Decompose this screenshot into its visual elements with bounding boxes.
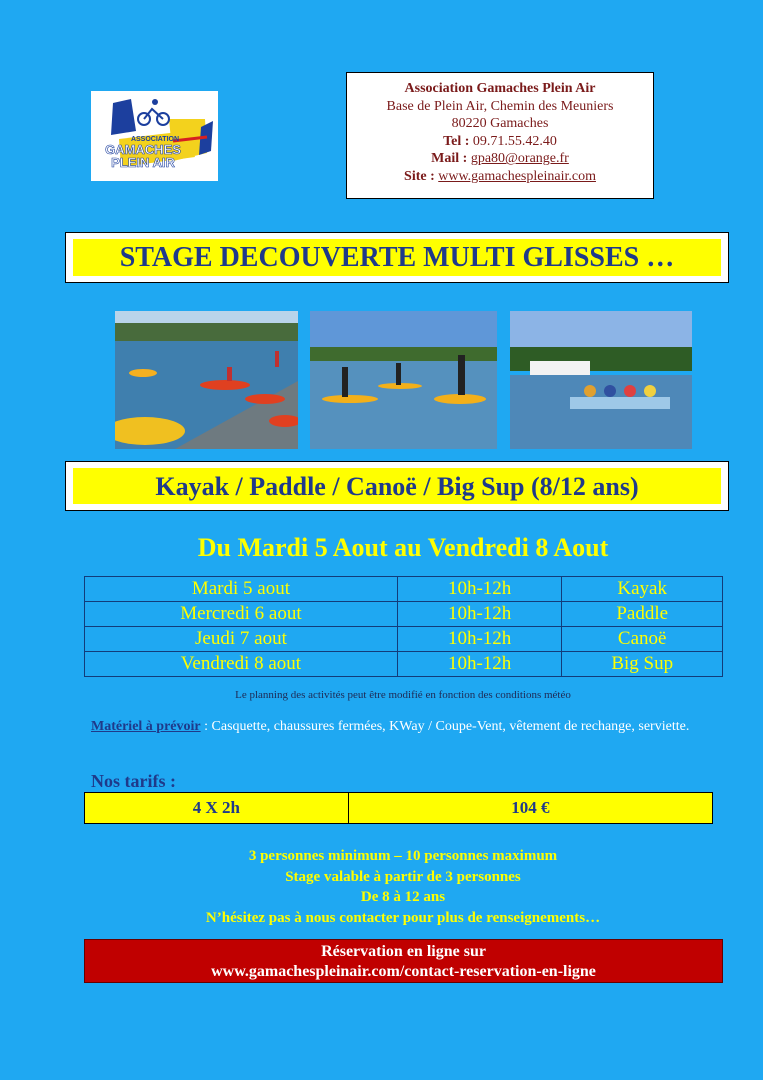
table-row bbox=[85, 602, 723, 627]
schedule-day: Vendredi 8 aout bbox=[85, 652, 398, 677]
gamaches-plein-air-logo bbox=[91, 91, 218, 181]
site-label: Site : bbox=[404, 168, 435, 184]
address: Base de Plein Air, Chemin des Meuniers bbox=[386, 98, 614, 114]
tel-line bbox=[347, 133, 653, 151]
info-block bbox=[0, 846, 763, 928]
reservation-banner[interactable] bbox=[84, 939, 723, 983]
logo-graphic bbox=[91, 91, 218, 181]
activities-title: Kayak / Paddle / Canoë / Big Sup (8/12 ans) bbox=[73, 468, 721, 504]
schedule-activity: Paddle bbox=[562, 602, 723, 627]
tarifs-table bbox=[84, 792, 713, 824]
site-link[interactable]: www.gamachespleinair.com bbox=[438, 168, 596, 184]
stage-title: STAGE DECOUVERTE MULTI GLISSES … bbox=[73, 239, 721, 276]
city: 80220 Gamaches bbox=[451, 116, 549, 132]
materiel-label: Matériel à prévoir bbox=[91, 719, 201, 734]
schedule-time: 10h-12h bbox=[397, 627, 562, 652]
table-row bbox=[85, 627, 723, 652]
org-name: Association Gamaches Plein Air bbox=[404, 81, 596, 96]
schedule-table bbox=[84, 576, 723, 677]
dates-heading: Du Mardi 5 Aout au Vendredi 8 Aout bbox=[197, 533, 609, 562]
logo-association-text: ASSOCIATION bbox=[130, 136, 180, 143]
materiel-text: : Casquette, chaussures fermées, KWay / Coupe-Vent, vêtement de rechange, serviette. bbox=[200, 719, 690, 734]
photo-big-sup bbox=[510, 311, 692, 449]
tarif-sessions: 4 X 2h bbox=[85, 793, 349, 824]
reservation-url[interactable]: www.gamachespleinair.com/contact-reservation-en-ligne bbox=[211, 963, 596, 980]
info-line: N’hésitez pas à nous contacter pour plus de renseignements… bbox=[205, 909, 601, 926]
schedule-time: 10h-12h bbox=[397, 577, 562, 602]
info-line: 3 personnes minimum – 10 personnes maximum bbox=[248, 848, 558, 864]
schedule-activity: Canoë bbox=[562, 627, 723, 652]
tarifs-label: Nos tarifs : bbox=[91, 771, 176, 791]
photo-paddle bbox=[310, 311, 497, 449]
info-line: Stage valable à partir de 3 personnes bbox=[285, 868, 521, 885]
mail-label: Mail : bbox=[431, 151, 468, 167]
schedule-activity: Big Sup bbox=[562, 652, 723, 677]
schedule-activity: Kayak bbox=[562, 577, 723, 602]
info-line: De 8 à 12 ans bbox=[360, 889, 446, 905]
mail-link[interactable]: gpa80@orange.fr bbox=[470, 151, 569, 167]
materiel-section bbox=[91, 718, 711, 736]
schedule-day: Jeudi 7 aout bbox=[85, 627, 398, 652]
mail-line bbox=[347, 150, 653, 168]
schedule-time: 10h-12h bbox=[397, 652, 562, 677]
schedule-day: Mardi 5 aout bbox=[85, 577, 398, 602]
table-row bbox=[85, 652, 723, 677]
tel-label: Tel : bbox=[443, 133, 470, 149]
table-row bbox=[85, 577, 723, 602]
activities-title-box bbox=[65, 461, 729, 511]
planning-note: Le planning des activités peut être modifié en fonction des conditions météo bbox=[235, 689, 571, 701]
site-line bbox=[347, 168, 653, 186]
table-row bbox=[85, 793, 713, 824]
logo-gamaches-text: GAMACHES bbox=[105, 142, 181, 157]
contact-box bbox=[346, 72, 654, 199]
reservation-line1: Réservation en ligne sur bbox=[321, 943, 486, 960]
logo-plein-air-text: PLEIN AIR bbox=[111, 155, 175, 170]
schedule-time: 10h-12h bbox=[397, 602, 562, 627]
tarif-price: 104 € bbox=[348, 793, 712, 824]
photo-kayak bbox=[115, 311, 298, 449]
stage-title-box bbox=[65, 232, 729, 283]
tel-value: 09.71.55.42.40 bbox=[472, 133, 557, 149]
schedule-day: Mercredi 6 aout bbox=[85, 602, 398, 627]
